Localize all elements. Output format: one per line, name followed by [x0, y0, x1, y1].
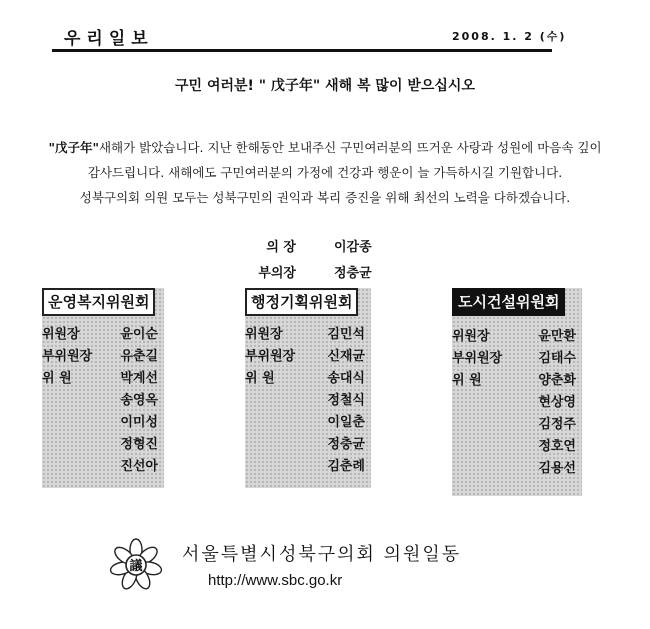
member-name: 김춘례: [327, 459, 365, 474]
committee-member-row: [42, 324, 164, 346]
member-role: 위원장: [245, 327, 283, 342]
leader-row-vice-chair: [240, 262, 390, 288]
member-role: [42, 390, 108, 412]
member-role: 위 원: [452, 373, 482, 388]
committee-member-row: [245, 434, 371, 456]
leader-row-chair: [240, 236, 390, 262]
member-role: 위 원: [245, 371, 275, 386]
member-name: 정철식: [327, 393, 365, 408]
committee-member-row: [245, 456, 371, 478]
committee-member-row: [245, 346, 371, 368]
issue-date: 2008. 1. 2 (수): [452, 30, 567, 43]
council-url-link[interactable]: http://www.sbc.go.kr: [208, 572, 343, 589]
member-name: 정호연: [538, 439, 576, 454]
member-name: 유춘길: [120, 349, 158, 364]
member-role: [245, 412, 311, 434]
committee-panel-admin: [245, 288, 371, 488]
committee-panel-urban: [452, 288, 582, 496]
member-role: [42, 434, 108, 456]
member-name: 양춘화: [538, 373, 576, 388]
member-name: 김민석: [327, 327, 365, 342]
member-role: 부위원장: [42, 349, 93, 364]
committee-member-row: [452, 436, 582, 458]
member-role: 위원장: [42, 327, 80, 342]
member-role: [42, 412, 108, 434]
member-name: 신재균: [327, 349, 365, 364]
leader-title: 의 장: [266, 240, 296, 255]
member-role: [245, 456, 311, 478]
member-name: 김용선: [538, 461, 576, 476]
committee-member-row: [245, 390, 371, 412]
committee-member-row: [42, 346, 164, 368]
committee-member-row: [42, 456, 164, 478]
greeting-line-3: 성북구의회 의원 모두는 성북구민의 권익과 복리 증진을 위해 최선의 노력을 다하겠습니다.: [79, 190, 571, 205]
committee-member-row: [245, 412, 371, 434]
member-role: 위원장: [452, 329, 490, 344]
committee-member-row: [452, 348, 582, 370]
greeting-line-2: 감사드립니다. 새해에도 구민여러분의 가정에 건강과 행운이 늘 가득하시길 기원합니다.: [87, 165, 563, 180]
committee-member-row: [452, 370, 582, 392]
committee-member-row: [42, 390, 164, 412]
greeting-line-1-text: 새해가 밝았습니다. 지난 한해동안 보내주신 구민여러분의 뜨거운 사랑과 성원에 마음속 깊이: [98, 140, 602, 155]
member-role: 부위원장: [245, 349, 296, 364]
member-role: [452, 414, 518, 436]
committee-member-row: [452, 414, 582, 436]
committee-name: 행정기획위원회: [245, 288, 358, 316]
committee-name: 운영복지위원회: [42, 288, 155, 316]
greeting-lead: "戊子年": [48, 140, 99, 155]
member-name: 이미성: [120, 415, 158, 430]
headline: 구민 여러분! " 戊子年" 새해 복 많이 받으십시오: [175, 78, 475, 94]
committee-member-row: [452, 326, 582, 348]
masthead-rule: [52, 49, 552, 52]
member-role: [245, 434, 311, 456]
member-name: 윤만환: [538, 329, 576, 344]
council-emblem-icon: [108, 537, 164, 593]
member-role: [452, 458, 518, 480]
member-name: 정형진: [120, 437, 158, 452]
member-role: [42, 456, 108, 478]
committee-member-row: [452, 392, 582, 414]
leader-name: 이감종: [334, 240, 372, 255]
member-role: 위 원: [42, 371, 72, 386]
committee-member-row: [42, 434, 164, 456]
member-name: 진선아: [120, 459, 158, 474]
council-name: 서울특별시성북구의회 의원일동: [182, 544, 462, 565]
committee-member-row: [245, 368, 371, 390]
member-name: 박계선: [120, 371, 158, 386]
member-role: 부위원장: [452, 351, 503, 366]
committee-member-row: [42, 412, 164, 434]
committee-name: 도시건설위원회: [452, 288, 565, 316]
member-name: 현상영: [538, 395, 576, 410]
council-leaders: [240, 236, 390, 288]
emblem-glyph: 議: [129, 559, 143, 574]
masthead-title: 우리일보: [64, 29, 154, 49]
committee-panel-welfare: [42, 288, 164, 488]
committee-member-row: [452, 458, 582, 480]
member-name: 김태수: [538, 351, 576, 366]
committee-member-row: [42, 368, 164, 390]
leader-name: 정충균: [334, 266, 372, 281]
member-name: 송영옥: [120, 393, 158, 408]
member-name: 윤이순: [120, 327, 158, 342]
leader-title: 부의장: [258, 266, 296, 281]
member-role: [245, 390, 311, 412]
member-role: [452, 392, 518, 414]
member-name: 이일춘: [327, 415, 365, 430]
committee-member-row: [245, 324, 371, 346]
greeting-line-1: [0, 138, 650, 156]
member-role: [452, 436, 518, 458]
member-name: 김정주: [538, 417, 576, 432]
member-name: 정충균: [327, 437, 365, 452]
member-name: 송대식: [327, 371, 365, 386]
